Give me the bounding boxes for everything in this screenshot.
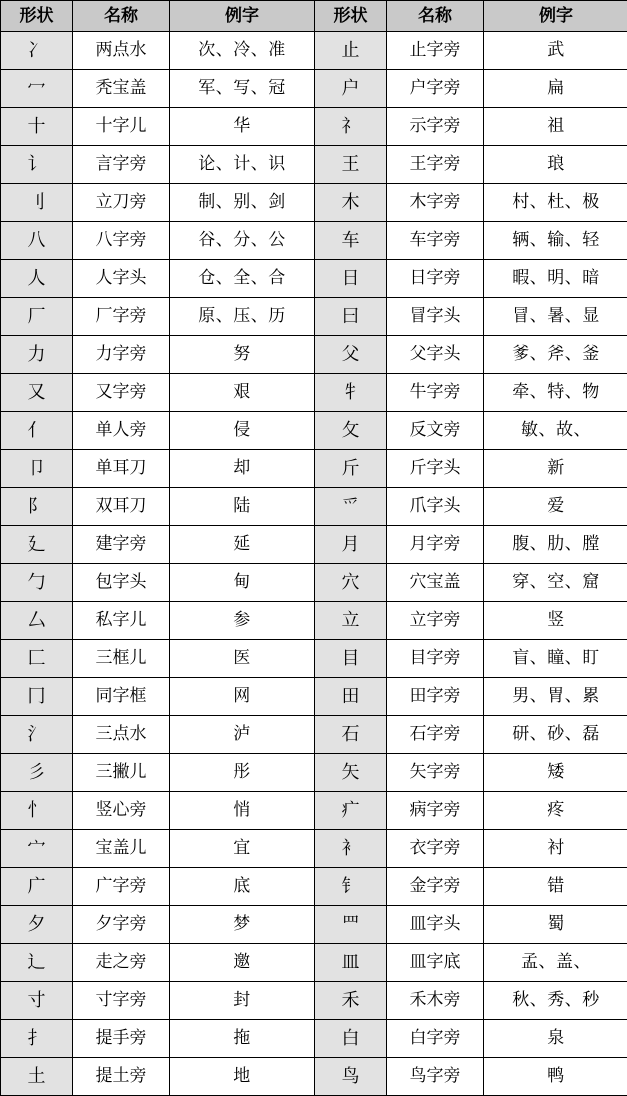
radical-example-right: 鸭 <box>484 1058 627 1096</box>
radical-shape-left: 廴 <box>1 526 73 564</box>
radical-shape-right: 禾 <box>315 982 387 1020</box>
radical-shape-left: 讠 <box>1 146 73 184</box>
radical-example-left: 次、冷、准 <box>170 32 315 70</box>
radical-example-left: 艰 <box>170 374 315 412</box>
radical-shape-left: 厂 <box>1 298 73 336</box>
radical-example-left: 甸 <box>170 564 315 602</box>
radical-shape-left: 匚 <box>1 640 73 678</box>
radical-shape-left: 广 <box>1 868 73 906</box>
radical-shape-right: 日 <box>315 260 387 298</box>
table-header-row <box>1 1 627 32</box>
radical-shape-left: 阝 <box>1 488 73 526</box>
radical-example-left: 彤 <box>170 754 315 792</box>
radical-shape-right: 曰 <box>315 298 387 336</box>
radical-shape-left: 寸 <box>1 982 73 1020</box>
radical-shape-right: 礻 <box>315 108 387 146</box>
radical-shape-left: 十 <box>1 108 73 146</box>
radical-example-left: 努 <box>170 336 315 374</box>
radical-example-right: 泉 <box>484 1020 627 1058</box>
table-row <box>1 716 627 754</box>
radical-shape-right: 户 <box>315 70 387 108</box>
radical-shape-left: 勹 <box>1 564 73 602</box>
radical-name-right: 月字旁 <box>387 526 484 564</box>
radical-shape-right: 皿 <box>315 944 387 982</box>
table-row <box>1 298 627 336</box>
radical-example-left: 制、别、剑 <box>170 184 315 222</box>
radical-shape-left: 亻 <box>1 412 73 450</box>
radical-shape-left: 扌 <box>1 1020 73 1058</box>
radical-shape-right: 父 <box>315 336 387 374</box>
radical-example-right: 竖 <box>484 602 627 640</box>
radical-shape-right: 罒 <box>315 906 387 944</box>
table-row <box>1 222 627 260</box>
radical-name-left: 三点水 <box>73 716 170 754</box>
radical-name-right: 鸟字旁 <box>387 1058 484 1096</box>
radical-example-right: 牵、特、物 <box>484 374 627 412</box>
radical-shape-right: 白 <box>315 1020 387 1058</box>
radical-shape-left: 辶 <box>1 944 73 982</box>
radical-name-left: 又字旁 <box>73 374 170 412</box>
radical-shape-left: 宀 <box>1 830 73 868</box>
radical-shape-right: 牜 <box>315 374 387 412</box>
table-row <box>1 602 627 640</box>
table-row <box>1 412 627 450</box>
table-row <box>1 830 627 868</box>
radical-name-left: 厂字旁 <box>73 298 170 336</box>
table-row <box>1 450 627 488</box>
radical-name-right: 牛字旁 <box>387 374 484 412</box>
radical-name-left: 两点水 <box>73 32 170 70</box>
radical-example-left: 谷、分、公 <box>170 222 315 260</box>
radical-shape-right: 田 <box>315 678 387 716</box>
radical-name-left: 单人旁 <box>73 412 170 450</box>
radical-name-left: 走之旁 <box>73 944 170 982</box>
radical-name-left: 言字旁 <box>73 146 170 184</box>
table-body <box>1 32 627 1096</box>
radical-example-right: 秋、秀、秒 <box>484 982 627 1020</box>
radical-example-right: 蜀 <box>484 906 627 944</box>
radical-example-right: 盲、瞳、盯 <box>484 640 627 678</box>
radical-example-left: 仓、全、合 <box>170 260 315 298</box>
radical-example-left: 论、计、识 <box>170 146 315 184</box>
radical-shape-left: 土 <box>1 1058 73 1096</box>
radical-shape-right: 爫 <box>315 488 387 526</box>
radical-name-right: 病字旁 <box>387 792 484 830</box>
table-row <box>1 944 627 982</box>
radical-name-left: 包字头 <box>73 564 170 602</box>
radical-shape-left: 彡 <box>1 754 73 792</box>
table-row <box>1 640 627 678</box>
radical-name-right: 王字旁 <box>387 146 484 184</box>
radical-name-left: 双耳刀 <box>73 488 170 526</box>
radical-name-left: 提手旁 <box>73 1020 170 1058</box>
radical-example-right: 琅 <box>484 146 627 184</box>
radical-name-left: 单耳刀 <box>73 450 170 488</box>
radical-name-left: 三框儿 <box>73 640 170 678</box>
radical-example-right: 祖 <box>484 108 627 146</box>
radical-example-right: 衬 <box>484 830 627 868</box>
radical-example-right: 爹、斧、釜 <box>484 336 627 374</box>
radical-name-right: 皿字底 <box>387 944 484 982</box>
radical-example-left: 却 <box>170 450 315 488</box>
radical-example-right: 暇、明、暗 <box>484 260 627 298</box>
radical-shape-right: 斤 <box>315 450 387 488</box>
radical-shape-left: 厶 <box>1 602 73 640</box>
radical-example-right: 辆、输、轻 <box>484 222 627 260</box>
radical-example-left: 侵 <box>170 412 315 450</box>
radical-example-right: 腹、肋、膛 <box>484 526 627 564</box>
table-row <box>1 374 627 412</box>
table-row <box>1 146 627 184</box>
radical-name-left: 广字旁 <box>73 868 170 906</box>
header-example-left: 例字 <box>170 1 315 32</box>
radical-shape-left: 力 <box>1 336 73 374</box>
table-row <box>1 792 627 830</box>
radical-name-right: 爪字头 <box>387 488 484 526</box>
radical-shape-right: 钅 <box>315 868 387 906</box>
radical-shape-right: 石 <box>315 716 387 754</box>
table-row <box>1 754 627 792</box>
radical-name-left: 八字旁 <box>73 222 170 260</box>
radical-example-right: 新 <box>484 450 627 488</box>
radical-shape-right: 王 <box>315 146 387 184</box>
radical-example-left: 悄 <box>170 792 315 830</box>
radical-shape-right: 疒 <box>315 792 387 830</box>
radical-shape-left: 夕 <box>1 906 73 944</box>
radical-shape-right: 攵 <box>315 412 387 450</box>
radical-example-right: 矮 <box>484 754 627 792</box>
radical-example-left: 底 <box>170 868 315 906</box>
radical-shape-right: 木 <box>315 184 387 222</box>
table-row <box>1 32 627 70</box>
radical-name-left: 同字框 <box>73 678 170 716</box>
table-row <box>1 982 627 1020</box>
radical-example-left: 医 <box>170 640 315 678</box>
radical-name-right: 田字旁 <box>387 678 484 716</box>
radical-shape-left: 又 <box>1 374 73 412</box>
radical-name-right: 穴宝盖 <box>387 564 484 602</box>
radical-shape-left: 卩 <box>1 450 73 488</box>
radical-example-right: 村、杜、极 <box>484 184 627 222</box>
radical-shape-left: 八 <box>1 222 73 260</box>
table-row <box>1 906 627 944</box>
radical-shape-right: 车 <box>315 222 387 260</box>
table-row <box>1 488 627 526</box>
radical-name-right: 矢字旁 <box>387 754 484 792</box>
radical-example-left: 邀 <box>170 944 315 982</box>
radical-shape-right: 穴 <box>315 564 387 602</box>
radical-example-left: 延 <box>170 526 315 564</box>
radical-name-left: 夕字旁 <box>73 906 170 944</box>
radical-name-right: 皿字头 <box>387 906 484 944</box>
radical-example-right: 武 <box>484 32 627 70</box>
radical-name-right: 白字旁 <box>387 1020 484 1058</box>
radical-example-left: 华 <box>170 108 315 146</box>
radical-name-right: 户字旁 <box>387 70 484 108</box>
table-row <box>1 260 627 298</box>
radical-name-right: 目字旁 <box>387 640 484 678</box>
radical-name-left: 建字旁 <box>73 526 170 564</box>
radical-example-right: 冒、暑、显 <box>484 298 627 336</box>
radical-example-right: 孟、盖、 <box>484 944 627 982</box>
radical-name-left: 秃宝盖 <box>73 70 170 108</box>
radical-example-right: 男、胃、累 <box>484 678 627 716</box>
header-shape-right: 形状 <box>315 1 387 32</box>
radical-name-right: 止字旁 <box>387 32 484 70</box>
radical-name-right: 示字旁 <box>387 108 484 146</box>
radical-name-right: 日字旁 <box>387 260 484 298</box>
radical-name-right: 石字旁 <box>387 716 484 754</box>
radical-name-right: 禾木旁 <box>387 982 484 1020</box>
radical-example-right: 敏、故、 <box>484 412 627 450</box>
table-row <box>1 336 627 374</box>
header-name-right: 名称 <box>387 1 484 32</box>
radical-example-right: 研、砂、磊 <box>484 716 627 754</box>
radical-name-right: 车字旁 <box>387 222 484 260</box>
radical-name-right: 立字旁 <box>387 602 484 640</box>
header-shape-left: 形状 <box>1 1 73 32</box>
radical-name-left: 十字儿 <box>73 108 170 146</box>
radical-name-left: 力字旁 <box>73 336 170 374</box>
radical-name-right: 木字旁 <box>387 184 484 222</box>
radical-name-left: 私字儿 <box>73 602 170 640</box>
radical-example-left: 拖 <box>170 1020 315 1058</box>
radical-name-right: 冒字头 <box>387 298 484 336</box>
header-name-left: 名称 <box>73 1 170 32</box>
radical-example-left: 原、压、历 <box>170 298 315 336</box>
radical-name-left: 寸字旁 <box>73 982 170 1020</box>
radical-example-right: 穿、空、窟 <box>484 564 627 602</box>
radical-shape-left: 冖 <box>1 70 73 108</box>
radical-example-right: 爱 <box>484 488 627 526</box>
radical-example-left: 陆 <box>170 488 315 526</box>
radical-name-left: 人字头 <box>73 260 170 298</box>
radical-shape-right: 月 <box>315 526 387 564</box>
table-row <box>1 526 627 564</box>
radical-example-left: 梦 <box>170 906 315 944</box>
table-row <box>1 564 627 602</box>
radical-shape-left: 忄 <box>1 792 73 830</box>
radical-example-left: 军、写、冠 <box>170 70 315 108</box>
radical-name-right: 衣字旁 <box>387 830 484 868</box>
radical-example-left: 网 <box>170 678 315 716</box>
table-row <box>1 108 627 146</box>
radical-name-left: 提土旁 <box>73 1058 170 1096</box>
radical-example-left: 参 <box>170 602 315 640</box>
radical-shape-left: 冂 <box>1 678 73 716</box>
radical-example-left: 地 <box>170 1058 315 1096</box>
radical-name-right: 反文旁 <box>387 412 484 450</box>
radical-shape-left: 人 <box>1 260 73 298</box>
radical-shape-right: 立 <box>315 602 387 640</box>
radical-shape-left: 冫 <box>1 32 73 70</box>
radical-name-left: 宝盖儿 <box>73 830 170 868</box>
radical-name-right: 父字头 <box>387 336 484 374</box>
radical-shape-left: 刂 <box>1 184 73 222</box>
radical-shape-right: 鸟 <box>315 1058 387 1096</box>
radical-name-left: 三撇儿 <box>73 754 170 792</box>
radical-example-right: 错 <box>484 868 627 906</box>
radical-shape-left: 氵 <box>1 716 73 754</box>
table-row <box>1 868 627 906</box>
table-row <box>1 1020 627 1058</box>
radical-name-left: 竖心旁 <box>73 792 170 830</box>
table-row <box>1 70 627 108</box>
table-row <box>1 184 627 222</box>
radical-example-right: 扁 <box>484 70 627 108</box>
radical-name-right: 斤字头 <box>387 450 484 488</box>
radical-example-left: 泸 <box>170 716 315 754</box>
table-row <box>1 678 627 716</box>
radical-example-right: 疼 <box>484 792 627 830</box>
radical-name-right: 金字旁 <box>387 868 484 906</box>
radical-shape-right: 衤 <box>315 830 387 868</box>
table-row <box>1 1058 627 1096</box>
radical-shape-right: 止 <box>315 32 387 70</box>
radical-example-left: 封 <box>170 982 315 1020</box>
radical-shape-right: 矢 <box>315 754 387 792</box>
radical-example-left: 宜 <box>170 830 315 868</box>
radical-shape-right: 目 <box>315 640 387 678</box>
header-example-right: 例字 <box>484 1 627 32</box>
radical-name-left: 立刀旁 <box>73 184 170 222</box>
